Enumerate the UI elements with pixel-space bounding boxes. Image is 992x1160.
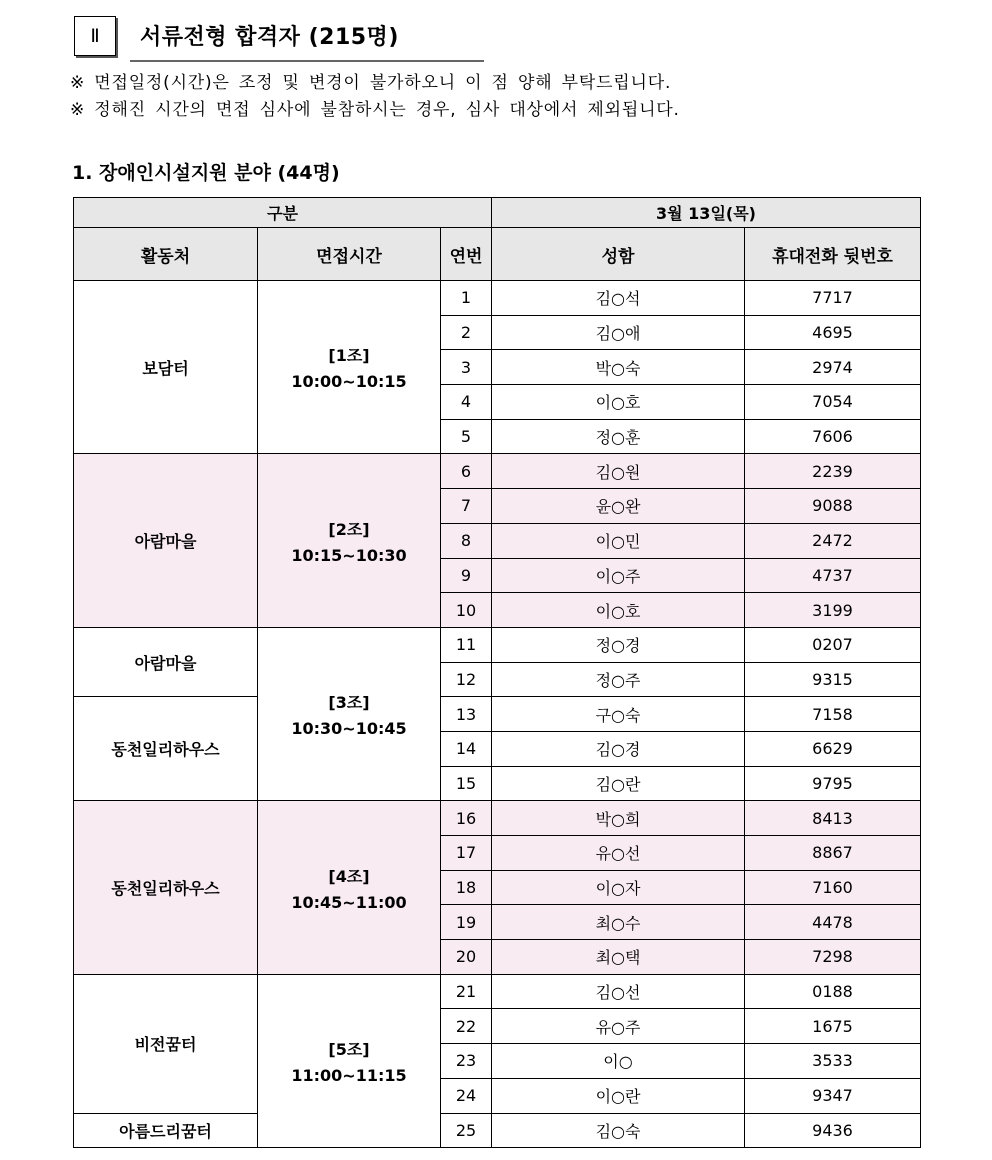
row-phone: 7054 bbox=[745, 385, 921, 420]
header-group-category: 구분 bbox=[74, 198, 492, 228]
row-number: 6 bbox=[441, 454, 492, 489]
time-cell bbox=[258, 974, 441, 1147]
table-row bbox=[74, 281, 921, 316]
group-time: 10:45~11:00 bbox=[291, 892, 407, 912]
notice-item: ※ 면접일정(시간)은 조정 및 변경이 불가하오니 이 점 양해 부탁드립니다. bbox=[70, 73, 672, 93]
table-row bbox=[74, 974, 921, 1009]
row-name: 최○택 bbox=[492, 940, 745, 975]
row-number: 20 bbox=[441, 940, 492, 975]
row-number: 11 bbox=[441, 627, 492, 662]
row-phone: 2239 bbox=[745, 454, 921, 489]
row-name: 정○주 bbox=[492, 662, 745, 697]
row-name: 유○주 bbox=[492, 1009, 745, 1044]
row-number: 12 bbox=[441, 662, 492, 697]
row-name: 이○ bbox=[492, 1044, 745, 1079]
row-phone: 9315 bbox=[745, 662, 921, 697]
row-number: 14 bbox=[441, 731, 492, 766]
table-row bbox=[74, 1113, 921, 1148]
row-number: 9 bbox=[441, 558, 492, 593]
row-phone: 1675 bbox=[745, 1009, 921, 1044]
section-number: Ⅱ bbox=[74, 16, 116, 56]
row-name: 김○경 bbox=[492, 731, 745, 766]
row-phone: 9436 bbox=[745, 1113, 921, 1148]
group-time: 11:00~11:15 bbox=[291, 1065, 407, 1085]
row-phone: 2472 bbox=[745, 523, 921, 558]
row-name: 김○란 bbox=[492, 766, 745, 801]
row-phone: 8413 bbox=[745, 801, 921, 836]
row-phone: 7298 bbox=[745, 940, 921, 975]
place-cell: 동천일리하우스 bbox=[74, 697, 258, 801]
row-number: 15 bbox=[441, 766, 492, 801]
row-number: 4 bbox=[441, 385, 492, 420]
row-name: 김○선 bbox=[492, 974, 745, 1009]
row-phone: 4737 bbox=[745, 558, 921, 593]
place-cell: 아람마을 bbox=[74, 627, 258, 696]
row-number: 3 bbox=[441, 350, 492, 385]
row-phone: 7158 bbox=[745, 697, 921, 732]
time-cell bbox=[258, 281, 441, 454]
row-name: 김○숙 bbox=[492, 1113, 745, 1148]
row-phone: 4478 bbox=[745, 905, 921, 940]
row-phone: 3533 bbox=[745, 1044, 921, 1079]
time-cell bbox=[258, 454, 441, 627]
row-phone: 9088 bbox=[745, 489, 921, 524]
row-number: 17 bbox=[441, 836, 492, 871]
place-cell: 동천일리하우스 bbox=[74, 801, 258, 974]
place-cell: 아름드리꿈터 bbox=[74, 1113, 258, 1148]
row-number: 25 bbox=[441, 1113, 492, 1148]
row-number: 8 bbox=[441, 523, 492, 558]
place-cell: 보담터 bbox=[74, 281, 258, 454]
table-row bbox=[74, 697, 921, 732]
row-name: 김○애 bbox=[492, 315, 745, 350]
section-underline bbox=[130, 60, 484, 62]
row-number: 19 bbox=[441, 905, 492, 940]
row-name: 김○석 bbox=[492, 281, 745, 316]
group-label: [4조] bbox=[328, 866, 370, 886]
row-name: 유○선 bbox=[492, 836, 745, 871]
row-name: 이○주 bbox=[492, 558, 745, 593]
section-header bbox=[74, 16, 484, 62]
row-phone: 7160 bbox=[745, 870, 921, 905]
group-time: 10:00~10:15 bbox=[291, 372, 407, 392]
row-phone: 2974 bbox=[745, 350, 921, 385]
row-number: 2 bbox=[441, 315, 492, 350]
row-name: 정○훈 bbox=[492, 419, 745, 454]
row-phone: 6629 bbox=[745, 731, 921, 766]
group-time: 10:15~10:30 bbox=[291, 545, 407, 565]
row-phone: 9347 bbox=[745, 1078, 921, 1113]
row-number: 22 bbox=[441, 1009, 492, 1044]
row-phone: 4695 bbox=[745, 315, 921, 350]
row-name: 이○자 bbox=[492, 870, 745, 905]
applicant-table bbox=[73, 197, 921, 1148]
notice-item: ※ 정해진 시간의 면접 심사에 불참하시는 경우, 심사 대상에서 제외됩니다. bbox=[70, 100, 680, 120]
row-number: 23 bbox=[441, 1044, 492, 1079]
place-cell: 비전꿈터 bbox=[74, 974, 258, 1113]
row-phone: 8867 bbox=[745, 836, 921, 871]
row-number: 18 bbox=[441, 870, 492, 905]
row-name: 박○숙 bbox=[492, 350, 745, 385]
column-header-no: 연번 bbox=[441, 228, 492, 281]
row-number: 1 bbox=[441, 281, 492, 316]
row-phone: 0188 bbox=[745, 974, 921, 1009]
header-group-date: 3월 13일(목) bbox=[492, 198, 921, 228]
place-cell: 아람마을 bbox=[74, 454, 258, 627]
row-name: 정○경 bbox=[492, 627, 745, 662]
group-label: [3조] bbox=[328, 693, 370, 713]
row-phone: 9795 bbox=[745, 766, 921, 801]
row-number: 16 bbox=[441, 801, 492, 836]
subsection-title: 1. 장애인시설지원 분야 (44명) bbox=[72, 162, 340, 184]
section-title: 서류전형 합격자 (215명) bbox=[140, 25, 399, 50]
table-row bbox=[74, 627, 921, 662]
table-row bbox=[74, 454, 921, 489]
table-row bbox=[74, 801, 921, 836]
row-phone: 0207 bbox=[745, 627, 921, 662]
group-label: [5조] bbox=[328, 1039, 370, 1059]
column-header-place: 활동처 bbox=[74, 228, 258, 281]
row-number: 13 bbox=[441, 697, 492, 732]
group-label: [2조] bbox=[328, 519, 370, 539]
row-phone: 7606 bbox=[745, 419, 921, 454]
notice-list bbox=[70, 70, 680, 124]
row-number: 24 bbox=[441, 1078, 492, 1113]
row-name: 김○원 bbox=[492, 454, 745, 489]
row-number: 21 bbox=[441, 974, 492, 1009]
row-phone: 3199 bbox=[745, 593, 921, 628]
row-name: 이○호 bbox=[492, 593, 745, 628]
row-name: 이○란 bbox=[492, 1078, 745, 1113]
column-header-name: 성함 bbox=[492, 228, 745, 281]
column-header-phone: 휴대전화 뒷번호 bbox=[745, 228, 921, 281]
group-label: [1조] bbox=[328, 346, 370, 366]
time-cell bbox=[258, 627, 441, 800]
time-cell bbox=[258, 801, 441, 974]
row-name: 윤○완 bbox=[492, 489, 745, 524]
row-name: 이○민 bbox=[492, 523, 745, 558]
row-name: 박○희 bbox=[492, 801, 745, 836]
group-time: 10:30~10:45 bbox=[291, 719, 407, 739]
row-phone: 7717 bbox=[745, 281, 921, 316]
row-number: 7 bbox=[441, 489, 492, 524]
row-name: 이○호 bbox=[492, 385, 745, 420]
row-number: 5 bbox=[441, 419, 492, 454]
row-name: 최○수 bbox=[492, 905, 745, 940]
row-name: 구○숙 bbox=[492, 697, 745, 732]
row-number: 10 bbox=[441, 593, 492, 628]
column-header-time: 면접시간 bbox=[258, 228, 441, 281]
